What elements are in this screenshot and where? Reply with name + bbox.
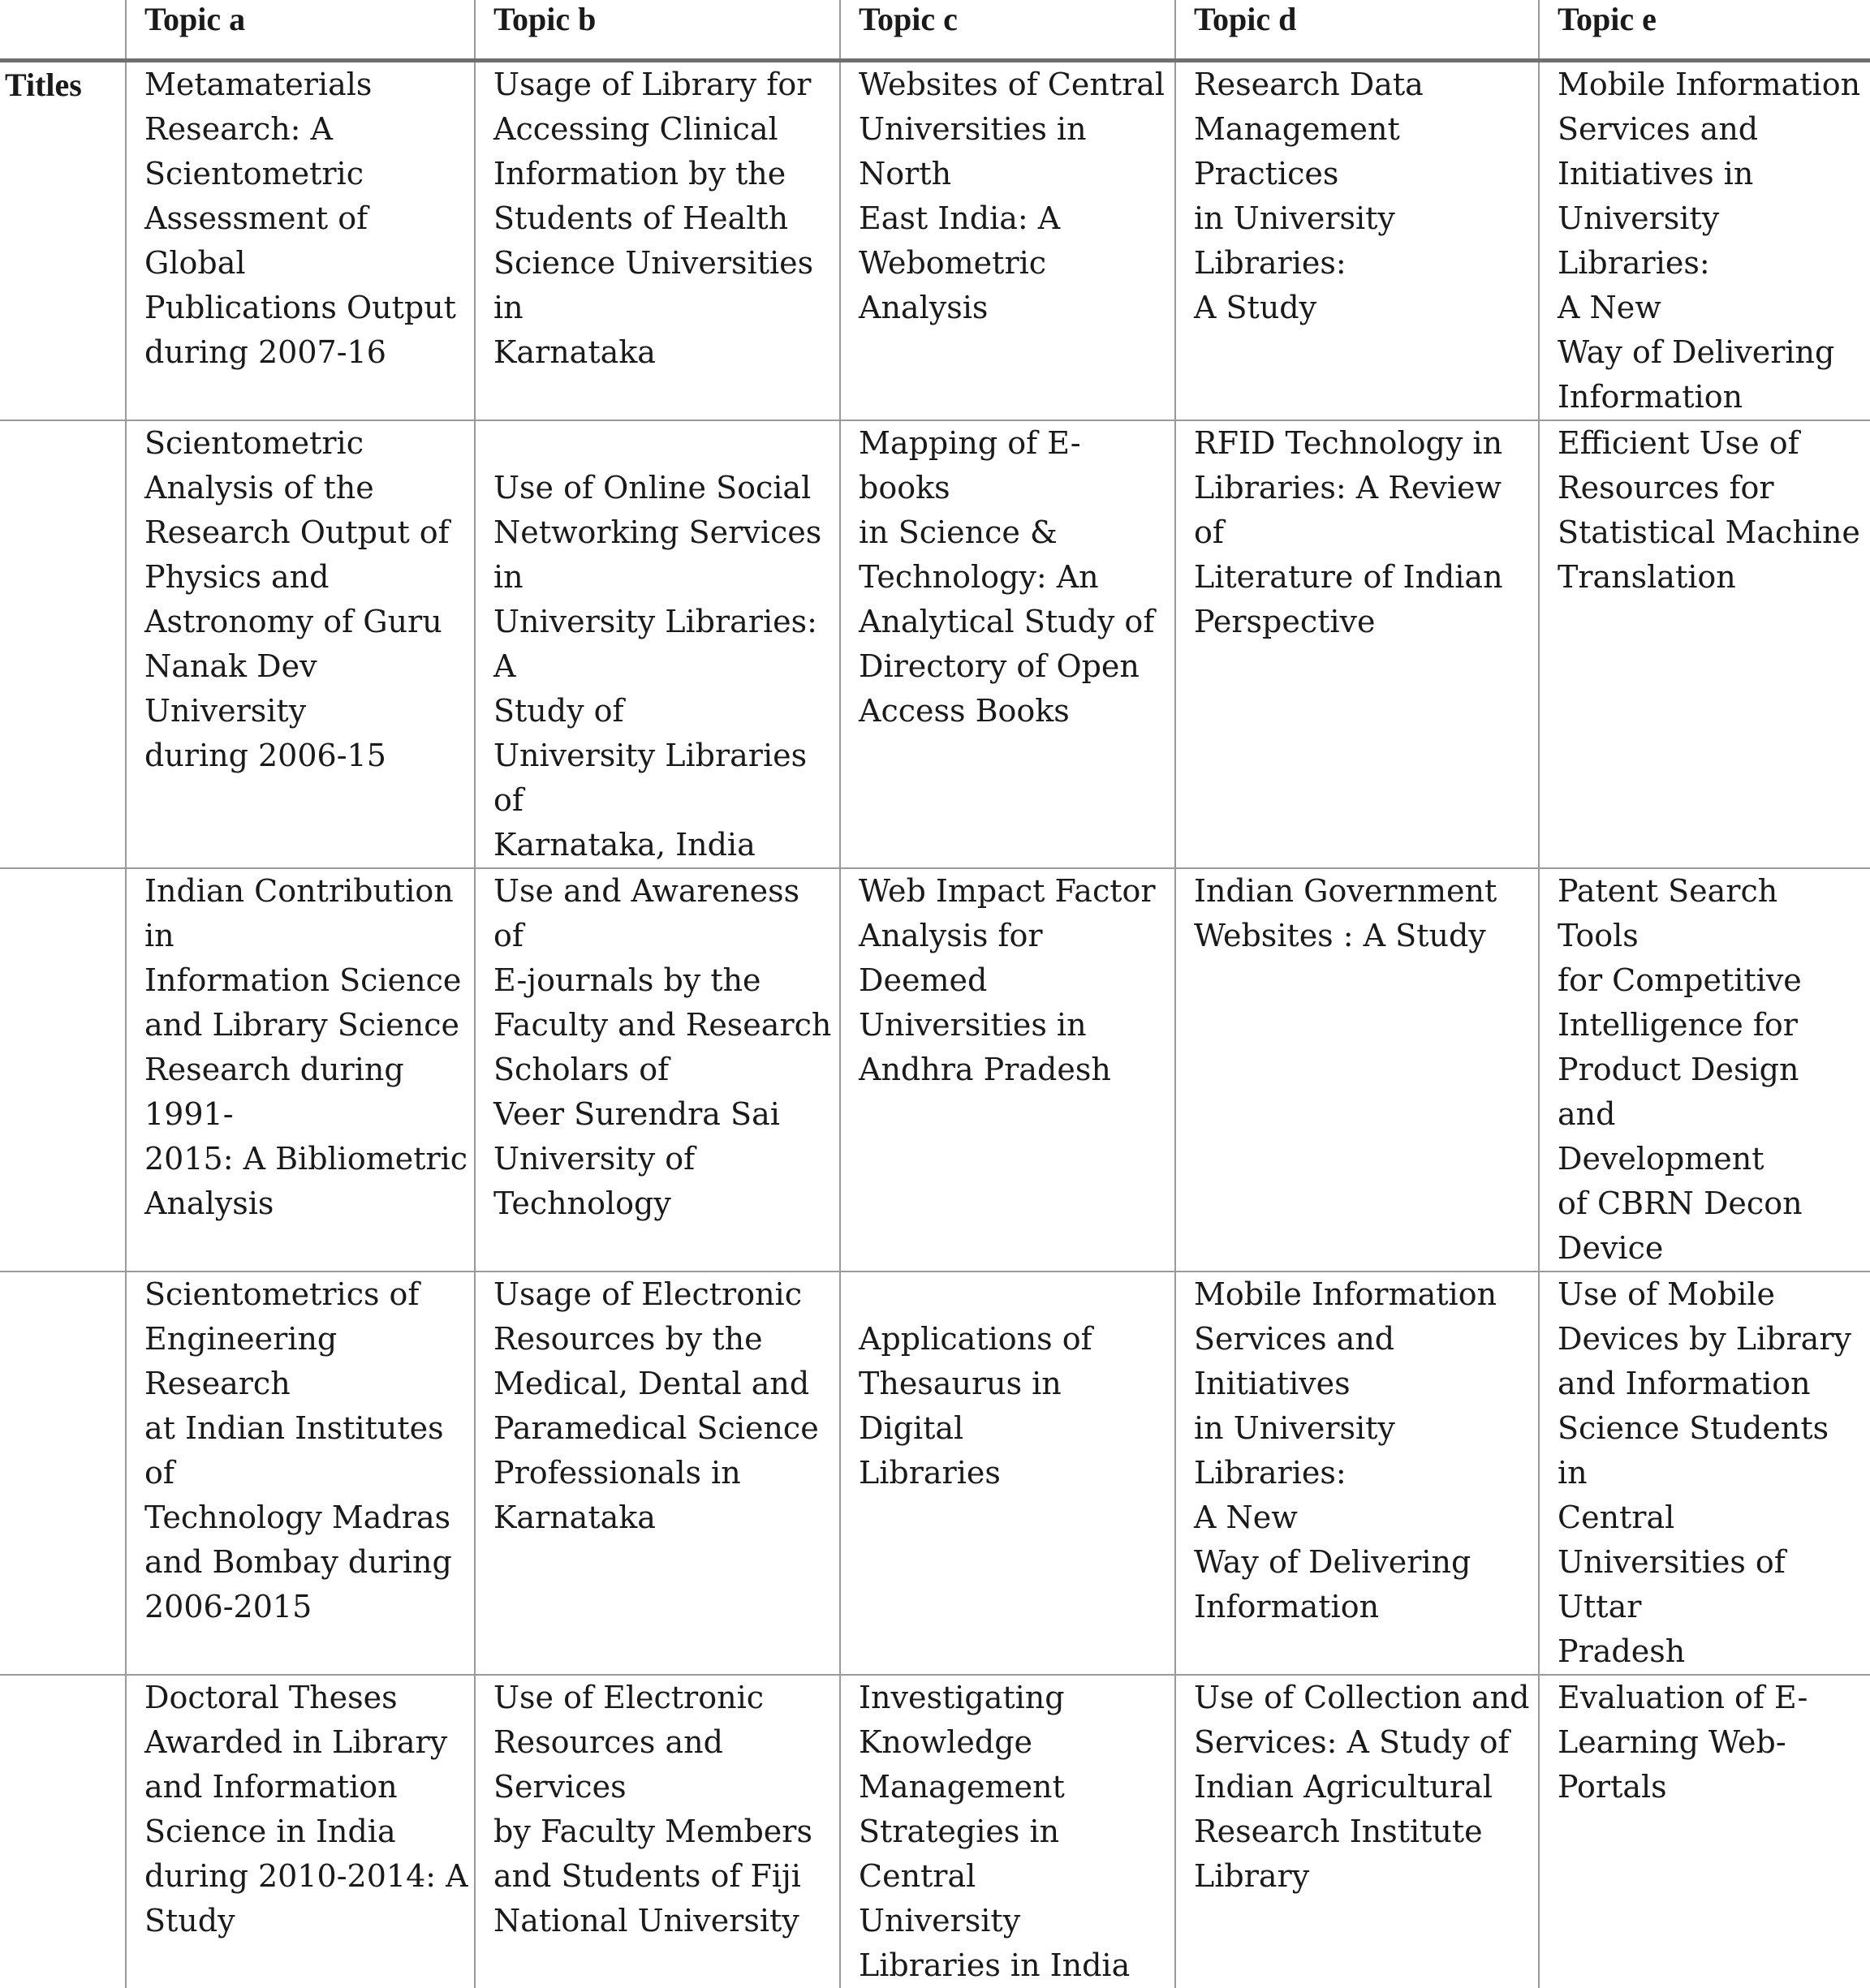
cell-text: Mobile Information Services and Initiatives in University Libraries: A New Way of Delivering Information [1194,1276,1497,1624]
cell-text: Mapping of E-books in Science & Technology: An Analytical Study of Directory of Open Access Books [859,425,1155,729]
cell-text: Use of Online Social Networking Services in University Libraries: A Study of University Libraries of Karnataka, India [493,470,822,863]
cell-text: Evaluation of E- Learning Web- Portals [1558,1680,1808,1805]
header-topic-e: Topic e [1539,0,1870,61]
table-cell [1175,1675,1539,1988]
row-label-empty [0,1675,126,1988]
table-row [0,420,1870,868]
table-cell [840,868,1175,1272]
table-row [0,61,1870,421]
row-label-empty [0,1272,126,1675]
table-cell [840,1272,1175,1675]
cell-text: Research Data Management Practices in University Libraries: A Study [1194,67,1424,325]
table-row [0,1675,1870,1988]
cell-text: Metamaterials Research: A Scientometric Assessment of Global Publications Output during 2007-16 [144,67,456,370]
table-cell [840,420,1175,868]
table-cell [475,420,840,868]
header-topic-c: Topic c [840,0,1175,61]
table-cell [1175,420,1539,868]
header-topic-a: Topic a [126,0,475,61]
cell-text: Indian Government Websites : A Study [1194,873,1497,953]
table-cell [475,61,840,421]
table-cell [1175,1272,1539,1675]
cell-text: Usage of Library for Accessing Clinical Information by the Students of Health Science Universities in Karnataka [493,67,814,370]
table-cell [475,1272,840,1675]
cell-text: Web Impact Factor Analysis for Deemed Universities in Andhra Pradesh [859,873,1156,1087]
cell-text: Mobile Information Services and Initiatives in University Libraries: A New Way of Delivering Information [1558,67,1861,415]
table-cell [1175,61,1539,421]
table-row [0,868,1870,1272]
table-cell [126,1675,475,1988]
table-cell [1539,420,1870,868]
row-label-empty [0,868,126,1272]
table-cell [475,868,840,1272]
cell-text: Usage of Electronic Resources by the Medical, Dental and Paramedical Science Professionals in Karnataka [493,1276,819,1535]
table-cell [1175,868,1539,1272]
table-cell [1539,1272,1870,1675]
table-cell [840,1675,1175,1988]
header-topic-b: Topic b [475,0,840,61]
cell-text: Websites of Central Universities in North East India: A Webometric Analysis [859,67,1166,325]
table-cell [126,61,475,421]
row-label-empty [0,420,126,868]
table-cell [1539,868,1870,1272]
cell-text: RFID Technology in Libraries: A Review of Literature of Indian Perspective [1194,425,1503,639]
table-cell [126,1272,475,1675]
cell-text: Applications of Thesaurus in Digital Libraries [859,1321,1092,1491]
header-row [0,0,1870,61]
cell-text: Use of Collection and Services: A Study of Indian Agricultural Research Institute Library [1194,1680,1530,1894]
header-corner [0,0,126,61]
table-cell [126,868,475,1272]
row-label-titles: Titles [5,67,82,103]
table-cell [475,1675,840,1988]
table-cell [840,61,1175,421]
cell-text: Use and Awareness of E-journals by the Faculty and Research Scholars of Veer Surendra Sai University of Technology [493,873,832,1221]
table-cell [1539,1675,1870,1988]
cell-text: Use of Mobile Devices by Library and Information Science Students in Central Universities of Uttar Pradesh [1558,1276,1851,1669]
cell-text: Investigating Knowledge Management Strategies in Central University Libraries in India [859,1680,1131,1983]
header-topic-d: Topic d [1175,0,1539,61]
table-cell [1539,61,1870,421]
cell-text: Indian Contribution in Information Science and Library Science Research during 1991- 2015: A Bibliometric Analysis [144,873,468,1221]
cell-text: Doctoral Theses Awarded in Library and Information Science in India during 2010-2014: A Study [144,1680,468,1939]
table-row [0,1272,1870,1675]
table-cell [126,420,475,868]
cell-text: Scientometric Analysis of the Research Output of Physics and Astronomy of Guru Nanak Dev University during 2006-15 [144,425,450,773]
cell-text: Efficient Use of Resources for Statistical Machine Translation [1558,425,1860,595]
cell-text: Use of Electronic Resources and Services by Faculty Members and Students of Fiji National University [493,1680,812,1939]
cell-text: Patent Search Tools for Competitive Intelligence for Product Design and Development of CBRN Decon Device [1558,873,1803,1266]
cell-text: Scientometrics of Engineering Research at Indian Institutes of Technology Madras and Bombay during 2006-2015 [144,1276,452,1624]
